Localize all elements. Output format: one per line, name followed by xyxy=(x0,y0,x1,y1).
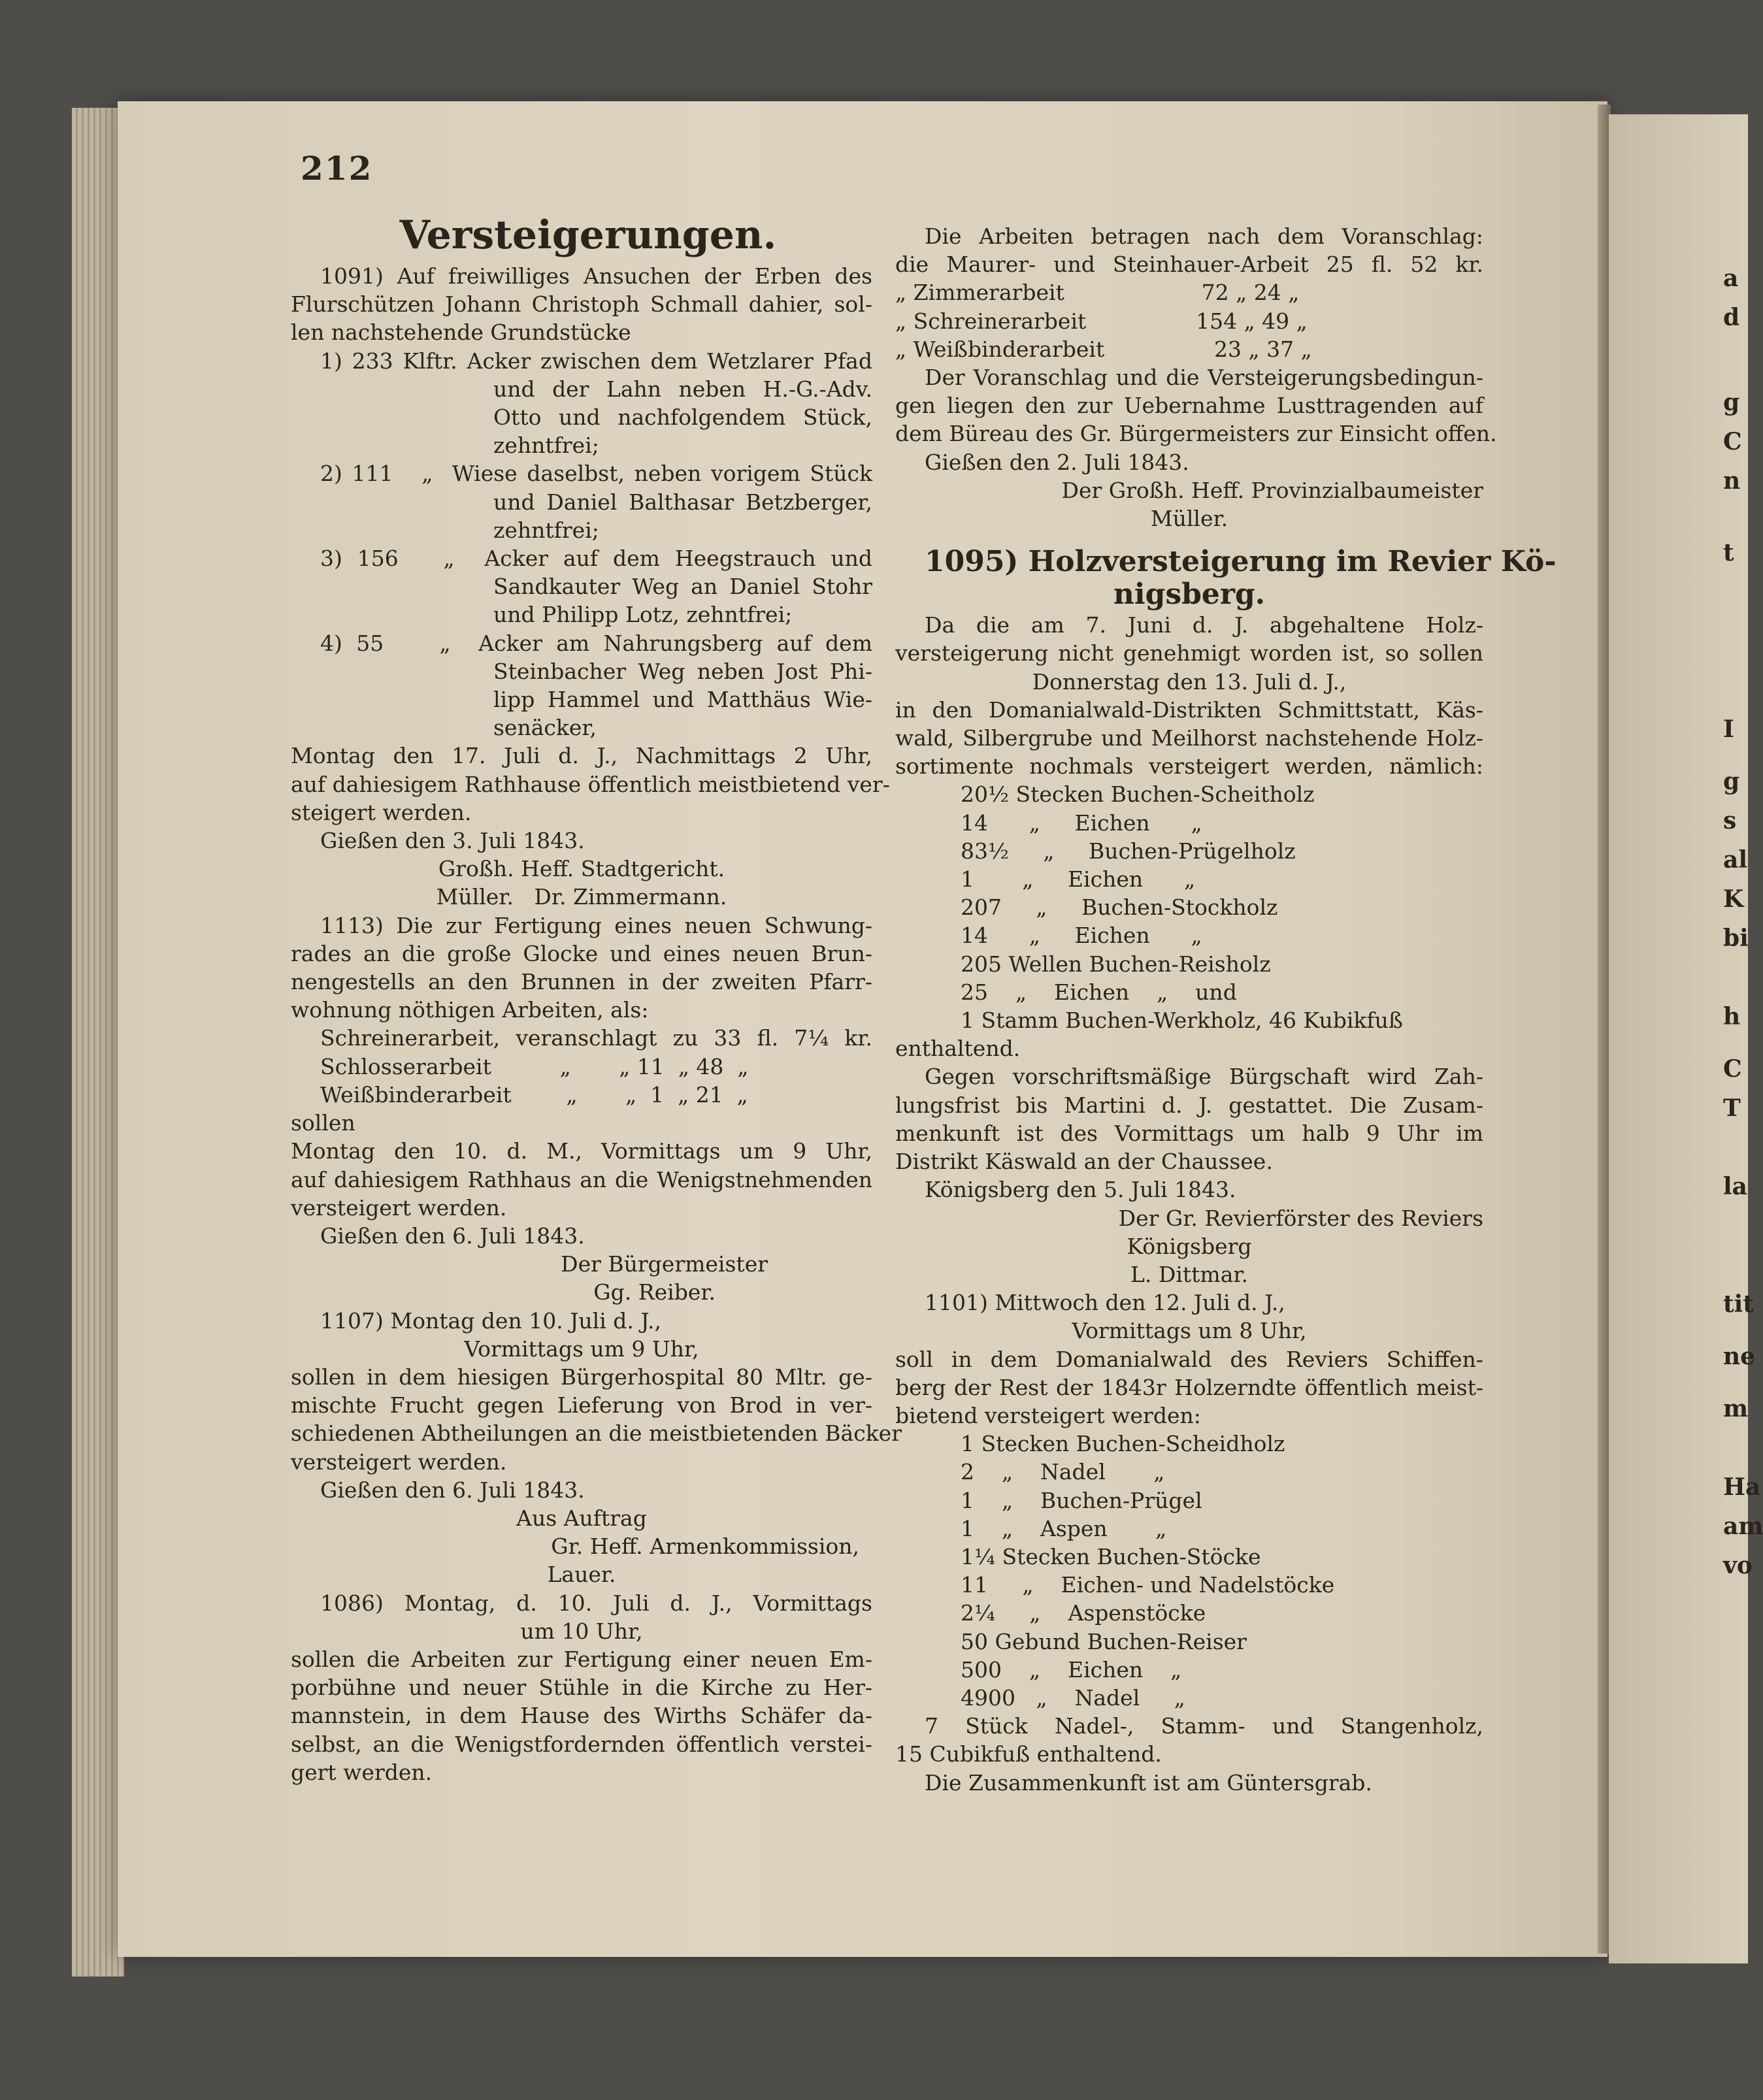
left-column-line: len nachstehende Grundstücke xyxy=(291,320,631,346)
facing-page-fragment: la xyxy=(1723,1173,1748,1200)
facing-page-fragment: t xyxy=(1723,539,1734,566)
right-column-line: Königsberg den 5. Juli 1843. xyxy=(925,1177,1236,1203)
left-column-line: Steinbacher Weg neben Jost Phi- xyxy=(493,658,872,684)
right-column-line: 207 „ Buchen-Stockholz xyxy=(961,894,1278,921)
right-column-line: wald, Silbergrube und Meilhorst nachstehende Holz- xyxy=(895,725,1483,751)
left-column-line: Schlosserarbeit „ „ 11 „ 48 „ xyxy=(320,1053,749,1079)
right-column-line: 4900 „ Nadel „ xyxy=(961,1684,1185,1711)
left-column-line: Montag den 10. d. M., Vormittags um 9 Uhr, xyxy=(291,1138,872,1164)
facing-page-fragment: d xyxy=(1723,304,1740,331)
right-column-line: 1095) Holzversteigerung im Revier Kö- xyxy=(925,545,1557,579)
facing-page-fragment: am xyxy=(1723,1513,1763,1540)
right-column-line: versteigerung nicht genehmigt worden ist, so sollen xyxy=(895,640,1483,666)
left-column-line: und Philipp Lotz, zehntfrei; xyxy=(493,602,793,628)
right-column-line: Vormittags um 8 Uhr, xyxy=(1072,1318,1307,1344)
right-column-line: gen liegen den zur Uebernahme Lusttragenden auf xyxy=(895,393,1483,419)
left-column-line: wohnung nöthigen Arbeiten, als: xyxy=(291,997,649,1023)
right-column-line: enthaltend. xyxy=(895,1036,1021,1062)
right-column-line: Gegen vorschriftsmäßige Bürgschaft wird Zah- xyxy=(925,1064,1483,1090)
right-column-line: 50 Gebund Buchen-Reiser xyxy=(961,1628,1247,1654)
right-column-line: Königsberg xyxy=(1127,1233,1252,1259)
left-column-line: steigert werden. xyxy=(291,799,472,825)
right-column-line: L. Dittmar. xyxy=(1130,1261,1249,1287)
facing-page-fragment: I xyxy=(1723,715,1734,743)
left-column-line: schiedenen Abtheilungen an die meistbietenden Bäcker xyxy=(291,1420,902,1447)
right-column-line: „ Weißbinderarbeit 23 „ 37 „ xyxy=(895,336,1312,362)
left-column-line: Montag den 17. Juli d. J., Nachmittags 2 Uhr, xyxy=(291,743,872,769)
right-column-line: Distrikt Käswald an der Chaussee. xyxy=(895,1149,1273,1175)
right-column-line: in den Domanialwald-Distrikten Schmittstatt, Käs- xyxy=(895,697,1483,723)
left-column-line: zehntfrei; xyxy=(493,433,599,459)
left-column-line: sollen in dem hiesigen Bürgerhospital 80 Mltr. ge- xyxy=(291,1364,872,1390)
left-column-line: zehntfrei; xyxy=(493,517,599,543)
facing-page-fragment: C xyxy=(1723,428,1742,455)
left-column-line: Schreinerarbeit, veranschlagt zu 33 fl. 7¼ kr. xyxy=(320,1025,872,1051)
facing-page-fragment: bi xyxy=(1723,925,1749,952)
facing-page-fragment: a xyxy=(1723,265,1739,292)
right-column-line: lungsfrist bis Martini d. J. gestattet. Die Zusam- xyxy=(895,1092,1483,1118)
left-column-line: lipp Hammel und Matthäus Wie- xyxy=(493,687,872,713)
left-column-line: auf dahiesigem Rathhause öffentlich meistbietend ver- xyxy=(291,771,890,797)
right-column-line: 1 Stecken Buchen-Scheidholz xyxy=(961,1431,1285,1457)
right-column-line: dem Büreau des Gr. Bürgermeisters zur Einsicht offen. xyxy=(895,421,1497,447)
right-column-line: 1 „ Eichen „ xyxy=(961,866,1196,893)
facing-page-fragment: n xyxy=(1723,467,1741,495)
right-column-line: 1 „ Aspen „ xyxy=(961,1515,1167,1541)
facing-page-fragment: g xyxy=(1723,768,1740,795)
left-column-line: Müller. Dr. Zimmermann. xyxy=(436,884,727,910)
right-column-line: die Maurer- und Steinhauer-Arbeit 25 fl. 52 kr. xyxy=(895,252,1483,278)
left-column-line: versteigert werden. xyxy=(291,1194,507,1221)
left-column-line: mannstein, in dem Hause des Wirths Schäfer da- xyxy=(291,1703,872,1729)
right-column-line: 1 Stamm Buchen-Werkholz, 46 Kubikfuß xyxy=(961,1008,1403,1034)
right-column-line: 1¼ Stecken Buchen-Stöcke xyxy=(961,1543,1261,1569)
right-column-line: Der Voranschlag und die Versteigerungsbedingun- xyxy=(925,365,1483,391)
right-column xyxy=(895,222,1557,1797)
left-column-line: Weißbinderarbeit „ „ 1 „ 21 „ xyxy=(320,1081,748,1107)
right-column-line: Die Zusammenkunft ist am Güntersgrab. xyxy=(925,1769,1372,1796)
left-column-line: 1) 233 Klftr. Acker zwischen dem Wetzlarer Pfad xyxy=(320,348,872,374)
left-column-line: Vormittags um 9 Uhr, xyxy=(464,1336,699,1362)
right-column-line: bietend versteigert werden: xyxy=(895,1402,1201,1428)
left-column-line: 1091) Auf freiwilliges Ansuchen der Erben des xyxy=(320,263,872,289)
right-column-line: Da die am 7. Juni d. J. abgehaltene Holz- xyxy=(925,612,1483,638)
left-column-line: Gießen den 6. Juli 1843. xyxy=(320,1477,585,1503)
left-column-line: 1107) Montag den 10. Juli d. J., xyxy=(320,1307,662,1334)
right-column-line: 1101) Mittwoch den 12. Juli d. J., xyxy=(925,1290,1285,1316)
right-column-line: Gießen den 2. Juli 1843. xyxy=(925,449,1189,475)
right-column-line: „ Schreinerarbeit 154 „ 49 „ xyxy=(895,308,1308,334)
facing-page-fragment: vo xyxy=(1723,1552,1753,1579)
right-column-line: 15 Cubikfuß enthaltend. xyxy=(895,1741,1162,1767)
page-edges xyxy=(72,108,124,1977)
facing-page-fragment: m xyxy=(1723,1395,1749,1422)
left-column-line: Otto und nachfolgendem Stück, xyxy=(493,404,872,431)
left-column-line: senäcker, xyxy=(493,715,597,741)
right-column-line: 83½ „ Buchen-Prügelholz xyxy=(961,838,1296,864)
left-column-line: Gg. Reiber. xyxy=(593,1279,716,1305)
right-column-line: 500 „ Eichen „ xyxy=(961,1656,1182,1682)
left-column xyxy=(291,212,902,1786)
facing-page-fragment: T xyxy=(1723,1094,1741,1122)
facing-page-edge xyxy=(1609,114,1763,1963)
left-column-line: Gießen den 6. Juli 1843. xyxy=(320,1222,585,1249)
left-column-line: rades an die große Glocke und eines neuen Brun- xyxy=(291,940,872,966)
left-column-line: versteigert werden. xyxy=(291,1449,507,1475)
right-column-line: Der Gr. Revierförster des Reviers xyxy=(1118,1205,1483,1231)
left-column-line: 3) 156 „ Acker auf dem Heegstrauch und xyxy=(320,546,872,572)
facing-page-fragment: h xyxy=(1723,1003,1741,1030)
left-column-line: Der Bürgermeister xyxy=(561,1251,768,1277)
right-column-line: Die Arbeiten betragen nach dem Voranschlag: xyxy=(925,223,1483,249)
left-column-line: und Daniel Balthasar Betzberger, xyxy=(493,489,872,515)
facing-page-fragment: g xyxy=(1723,389,1740,416)
facing-page-fragment: s xyxy=(1723,807,1737,834)
right-column-line: 25 „ Eichen „ und xyxy=(961,979,1237,1005)
left-column-line: Aus Auftrag xyxy=(516,1505,647,1531)
right-column-line xyxy=(895,533,1483,546)
facing-page-fragment: al xyxy=(1723,846,1748,874)
right-column-line: soll in dem Domanialwald des Reviers Schiffen- xyxy=(895,1346,1483,1372)
right-column-line: Der Großh. Heff. Provinzialbaumeister xyxy=(1061,477,1483,503)
left-column-line: gert werden. xyxy=(291,1759,433,1785)
right-column-line: nigsberg. xyxy=(1113,578,1266,612)
right-column-line: berg der Rest der 1843r Holzerndte öffentlich meist- xyxy=(895,1374,1483,1400)
facing-page-fragment: tit xyxy=(1723,1290,1754,1318)
left-column-line: Versteigerungen. xyxy=(399,212,777,258)
left-column-line: 1086) Montag, d. 10. Juli d. J., Vormittags xyxy=(320,1590,872,1616)
left-column-line: auf dahiesigem Rathhaus an die Wenigstnehmenden xyxy=(291,1166,872,1192)
left-column-line: mischte Frucht gegen Lieferung von Brod in ver- xyxy=(291,1392,872,1419)
right-column-line: 205 Wellen Buchen-Reisholz xyxy=(961,951,1271,977)
left-column-line: Lauer. xyxy=(547,1562,616,1588)
left-column-line: porbühne und neuer Stühle in die Kirche zu Her- xyxy=(291,1675,872,1701)
left-column-line: nengestells an den Brunnen in der zweiten Pfarr- xyxy=(291,969,872,995)
right-column-line: 2¼ „ Aspenstöcke xyxy=(961,1600,1206,1626)
right-column-line: 2 „ Nadel „ xyxy=(961,1459,1165,1485)
right-column-line: 11 „ Eichen- und Nadelstöcke xyxy=(961,1572,1335,1598)
left-column-line: und der Lahn neben H.-G.-Adv. xyxy=(493,376,872,402)
right-column-line: 14 „ Eichen „ xyxy=(961,810,1202,836)
left-column-line: Flurschützen Johann Christoph Schmall dahier, sol- xyxy=(291,291,872,318)
left-column-line: sollen xyxy=(291,1110,355,1136)
facing-page-fragment: C xyxy=(1723,1055,1742,1083)
facing-page-fragment: K xyxy=(1723,885,1744,913)
left-column-line: sollen die Arbeiten zur Fertigung einer neuen Em- xyxy=(291,1646,872,1672)
page-number: 212 xyxy=(301,149,373,188)
left-column-line: Sandkauter Weg an Daniel Stohr xyxy=(493,574,872,600)
right-column-line: Donnerstag den 13. Juli d. J., xyxy=(1032,668,1347,695)
right-column-line: sortimente nochmals versteigert werden, nämlich: xyxy=(895,753,1483,779)
facing-page-fragment: ne xyxy=(1723,1343,1756,1370)
left-column-line: selbst, an die Wenigstfordernden öffentlich verstei- xyxy=(291,1731,872,1757)
left-column-line: Gießen den 3. Juli 1843. xyxy=(320,828,585,854)
left-column-line: 2) 111 „ Wiese daselbst, neben vorigem Stück xyxy=(320,461,872,487)
left-column-line: Gr. Heff. Armenkommission, xyxy=(551,1534,859,1560)
left-column-line: um 10 Uhr, xyxy=(520,1618,643,1644)
right-column-line: menkunft ist des Vormittags um halb 9 Uhr im xyxy=(895,1120,1483,1146)
facing-page-fragment: Ha xyxy=(1723,1473,1761,1501)
right-column-line: 1 „ Buchen-Prügel xyxy=(961,1487,1202,1513)
left-column-line: 1113) Die zur Fertigung eines neuen Schwung- xyxy=(320,912,872,938)
right-column-line: 14 „ Eichen „ xyxy=(961,923,1202,949)
left-column-line: 4) 55 „ Acker am Nahrungsberg auf dem xyxy=(320,630,872,656)
right-column-line: 20½ Stecken Buchen-Scheitholz xyxy=(961,781,1315,808)
right-column-line: „ Zimmerarbeit 72 „ 24 „ xyxy=(895,280,1300,306)
right-column-line: Müller. xyxy=(1150,506,1228,532)
left-column-line: Großh. Heff. Stadtgericht. xyxy=(438,856,725,882)
right-column-line: 7 Stück Nadel-, Stamm- und Stangenholz, xyxy=(925,1713,1483,1739)
